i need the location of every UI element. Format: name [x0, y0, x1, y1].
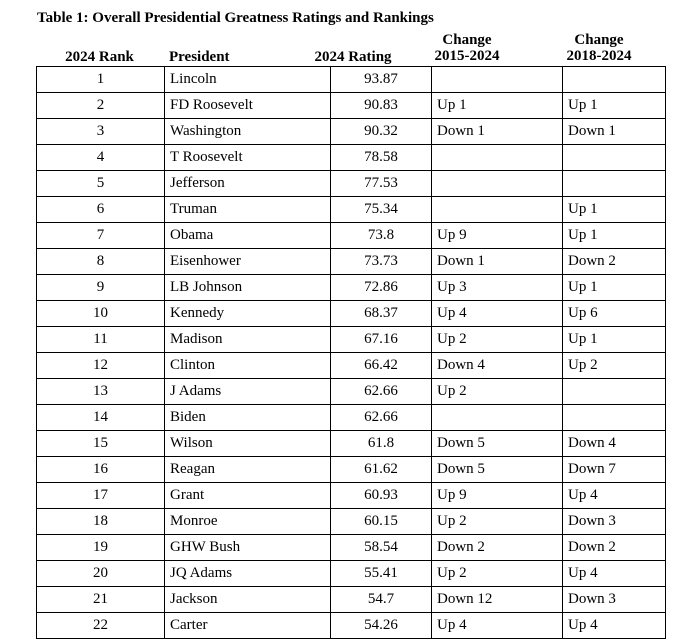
change-2015-2024-cell: Up 4: [432, 613, 563, 639]
change-2018-2024-cell: [563, 405, 666, 431]
rating-cell: 90.83: [331, 93, 432, 119]
change-2015-2024-cell: [432, 197, 563, 223]
table-row: [37, 587, 666, 613]
rank-cell: 14: [37, 405, 165, 431]
table-row: [37, 379, 666, 405]
president-cell: JQ Adams: [165, 561, 331, 587]
change-2015-2024-cell: [432, 405, 563, 431]
rank-cell: 1: [37, 67, 165, 93]
president-cell: Eisenhower: [165, 249, 331, 275]
rating-cell: 60.93: [331, 483, 432, 509]
change-2015-2024-cell: Down 1: [432, 119, 563, 145]
change-2018-2024-cell: Up 1: [563, 223, 666, 249]
header-change-2018-2024: [558, 32, 640, 64]
president-cell: Clinton: [165, 353, 331, 379]
table-row: [37, 561, 666, 587]
rating-cell: 67.16: [331, 327, 432, 353]
change-2018-2024-cell: Down 3: [563, 587, 666, 613]
table-row: [37, 93, 666, 119]
change-2015-2024-cell: Up 9: [432, 483, 563, 509]
rank-cell: 20: [37, 561, 165, 587]
rank-cell: 22: [37, 613, 165, 639]
rating-cell: 93.87: [331, 67, 432, 93]
rank-cell: 13: [37, 379, 165, 405]
change-2018-2024-cell: Down 1: [563, 119, 666, 145]
rank-cell: 18: [37, 509, 165, 535]
change-2018-2024-cell: Down 4: [563, 431, 666, 457]
table-row: [37, 353, 666, 379]
change-2018-2024-cell: Up 6: [563, 301, 666, 327]
rating-cell: 61.62: [331, 457, 432, 483]
change-2015-2024-cell: Down 12: [432, 587, 563, 613]
president-cell: FD Roosevelt: [165, 93, 331, 119]
table-row: [37, 119, 666, 145]
header-change-2018-2024-line1: Change: [574, 32, 624, 48]
header-president: President: [169, 49, 230, 65]
president-cell: Truman: [165, 197, 331, 223]
rank-cell: 5: [37, 171, 165, 197]
president-cell: Carter: [165, 613, 331, 639]
change-2015-2024-cell: [432, 67, 563, 93]
rating-cell: 73.73: [331, 249, 432, 275]
change-2015-2024-cell: Down 2: [432, 535, 563, 561]
change-2018-2024-cell: Up 2: [563, 353, 666, 379]
president-cell: Obama: [165, 223, 331, 249]
rank-cell: 8: [37, 249, 165, 275]
president-cell: GHW Bush: [165, 535, 331, 561]
president-cell: LB Johnson: [165, 275, 331, 301]
table-row: [37, 535, 666, 561]
rank-cell: 2: [37, 93, 165, 119]
president-cell: J Adams: [165, 379, 331, 405]
rating-cell: 58.54: [331, 535, 432, 561]
header-change-2015-2024: [426, 32, 508, 64]
rating-cell: 54.26: [331, 613, 432, 639]
rating-cell: 78.58: [331, 145, 432, 171]
rating-cell: 61.8: [331, 431, 432, 457]
table-row: [37, 145, 666, 171]
rank-cell: 4: [37, 145, 165, 171]
rating-cell: 54.7: [331, 587, 432, 613]
change-2015-2024-cell: [432, 171, 563, 197]
table-title: Table 1: Overall Presidential Greatness Ratings and Rankings: [37, 10, 434, 26]
table-row: [37, 197, 666, 223]
table-row: [37, 301, 666, 327]
president-cell: Kennedy: [165, 301, 331, 327]
rank-cell: 9: [37, 275, 165, 301]
rating-cell: 90.32: [331, 119, 432, 145]
change-2015-2024-cell: Up 9: [432, 223, 563, 249]
header-change-2015-2024-line2: 2015-2024: [434, 48, 500, 64]
change-2018-2024-cell: Up 1: [563, 327, 666, 353]
president-cell: Madison: [165, 327, 331, 353]
rank-cell: 6: [37, 197, 165, 223]
rank-cell: 7: [37, 223, 165, 249]
change-2018-2024-cell: Down 2: [563, 249, 666, 275]
rank-cell: 17: [37, 483, 165, 509]
rank-cell: 16: [37, 457, 165, 483]
rank-cell: 10: [37, 301, 165, 327]
rank-cell: 3: [37, 119, 165, 145]
table-row: [37, 275, 666, 301]
change-2015-2024-cell: Up 1: [432, 93, 563, 119]
table-row: [37, 483, 666, 509]
change-2015-2024-cell: Up 2: [432, 379, 563, 405]
header-rating: 2024 Rating: [314, 49, 392, 65]
change-2018-2024-cell: Down 2: [563, 535, 666, 561]
table-row: [37, 509, 666, 535]
president-cell: Monroe: [165, 509, 331, 535]
rank-cell: 12: [37, 353, 165, 379]
header-change-2018-2024-line2: 2018-2024: [566, 48, 632, 64]
table-row: [37, 431, 666, 457]
president-cell: Washington: [165, 119, 331, 145]
change-2015-2024-cell: Down 4: [432, 353, 563, 379]
rating-cell: 75.34: [331, 197, 432, 223]
change-2018-2024-cell: [563, 171, 666, 197]
change-2015-2024-cell: [432, 145, 563, 171]
change-2015-2024-cell: Down 1: [432, 249, 563, 275]
rating-cell: 66.42: [331, 353, 432, 379]
presidential-ratings-table: [36, 66, 666, 639]
rating-cell: 68.37: [331, 301, 432, 327]
table-row: [37, 327, 666, 353]
change-2018-2024-cell: Down 7: [563, 457, 666, 483]
change-2015-2024-cell: Up 2: [432, 561, 563, 587]
change-2015-2024-cell: Up 4: [432, 301, 563, 327]
change-2018-2024-cell: Down 3: [563, 509, 666, 535]
header-change-2015-2024-line1: Change: [442, 32, 492, 48]
rating-cell: 62.66: [331, 405, 432, 431]
president-cell: Jackson: [165, 587, 331, 613]
table-body: [37, 67, 666, 639]
table-row: [37, 457, 666, 483]
change-2018-2024-cell: Up 1: [563, 275, 666, 301]
president-cell: Grant: [165, 483, 331, 509]
president-cell: Biden: [165, 405, 331, 431]
change-2018-2024-cell: Up 4: [563, 483, 666, 509]
rating-cell: 60.15: [331, 509, 432, 535]
table-row: [37, 171, 666, 197]
president-cell: Lincoln: [165, 67, 331, 93]
change-2018-2024-cell: [563, 67, 666, 93]
rank-cell: 19: [37, 535, 165, 561]
table-row: [37, 613, 666, 639]
change-2018-2024-cell: Up 4: [563, 561, 666, 587]
change-2018-2024-cell: [563, 379, 666, 405]
rank-cell: 11: [37, 327, 165, 353]
rating-cell: 77.53: [331, 171, 432, 197]
table-row: [37, 249, 666, 275]
rating-cell: 72.86: [331, 275, 432, 301]
rank-cell: 15: [37, 431, 165, 457]
change-2015-2024-cell: Down 5: [432, 457, 563, 483]
table-row: [37, 405, 666, 431]
rank-cell: 21: [37, 587, 165, 613]
president-cell: Wilson: [165, 431, 331, 457]
table-row: [37, 67, 666, 93]
president-cell: Reagan: [165, 457, 331, 483]
president-cell: Jefferson: [165, 171, 331, 197]
change-2015-2024-cell: Down 5: [432, 431, 563, 457]
change-2018-2024-cell: Up 1: [563, 197, 666, 223]
change-2018-2024-cell: Up 1: [563, 93, 666, 119]
change-2015-2024-cell: Up 2: [432, 327, 563, 353]
table-row: [37, 223, 666, 249]
president-cell: T Roosevelt: [165, 145, 331, 171]
rating-cell: 73.8: [331, 223, 432, 249]
change-2015-2024-cell: Up 3: [432, 275, 563, 301]
rating-cell: 55.41: [331, 561, 432, 587]
change-2018-2024-cell: Up 4: [563, 613, 666, 639]
change-2015-2024-cell: Up 2: [432, 509, 563, 535]
change-2018-2024-cell: [563, 145, 666, 171]
header-rank: 2024 Rank: [65, 49, 134, 65]
rating-cell: 62.66: [331, 379, 432, 405]
